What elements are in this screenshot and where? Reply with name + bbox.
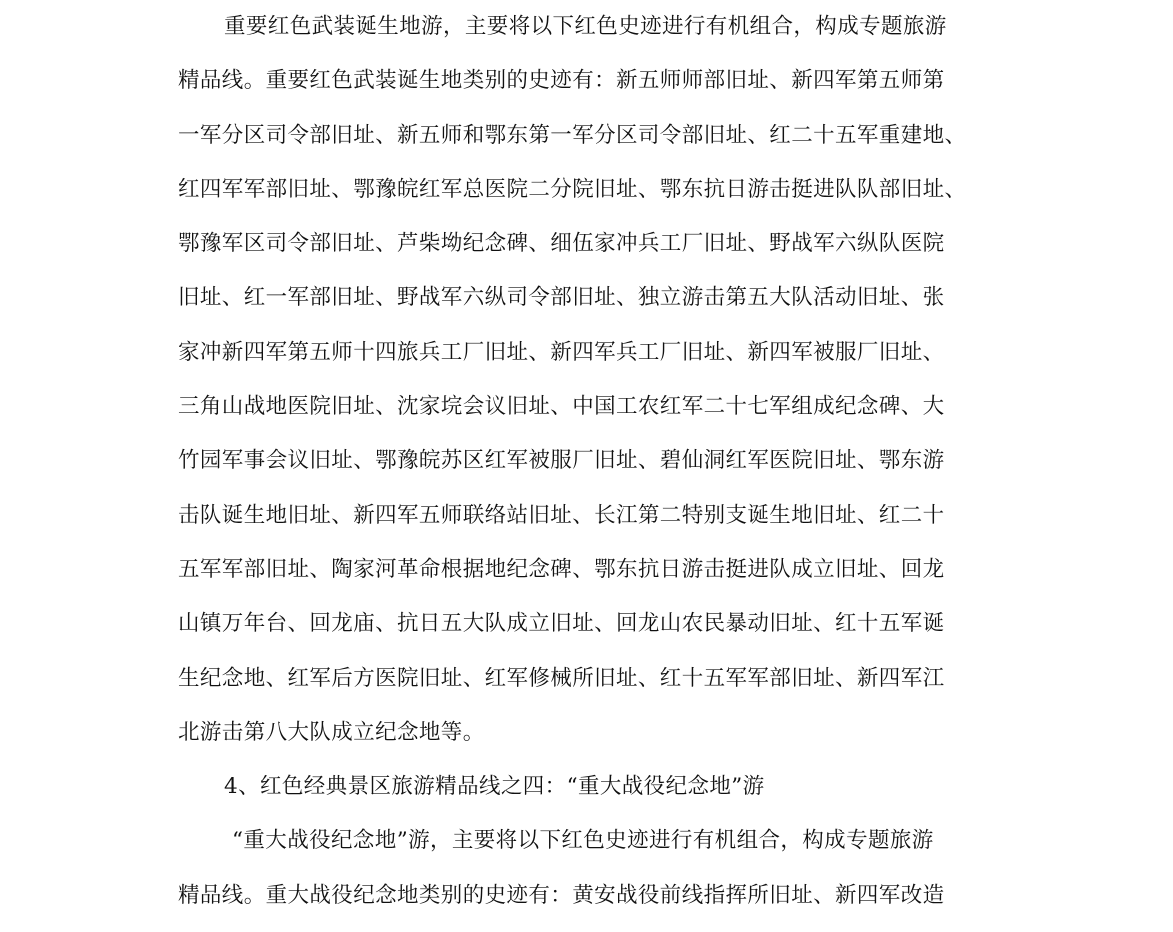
paragraph-line: 山镇万年台、回龙庙、抗日五大队成立旧址、回龙山农民暴动旧址、红十五军诞 <box>178 611 945 637</box>
paragraph-line: 红四军军部旧址、鄂豫皖红军总医院二分院旧址、鄂东抗日游击挺进队队部旧址、 <box>178 176 967 202</box>
paragraph-line: 一军分区司令部旧址、新五师和鄂东第一军分区司令部旧址、红二十五军重建地、 <box>178 122 967 148</box>
paragraph-line: 旧址、红一军部旧址、野战军六纵司令部旧址、独立游击第五大队活动旧址、张 <box>178 285 945 311</box>
paragraph-line: 击队诞生地旧址、新四军五师联络站旧址、长江第二特别支诞生地旧址、红二十 <box>178 502 945 528</box>
paragraph-line: 重要红色武装诞生地游，主要将以下红色史迹进行有机组合，构成专题旅游 <box>224 14 947 39</box>
paragraph-line: 家冲新四军第五师十四旅兵工厂旧址、新四军兵工厂旧址、新四军被服厂旧址、 <box>178 339 945 365</box>
section-heading: 4、红色经典景区旅游精品线之四：“重大战役纪念地”游 <box>224 774 765 800</box>
document-body <box>178 4 1008 927</box>
paragraph-line: 五军军部旧址、陶家河革命根据地纪念碑、鄂东抗日游击挺进队成立旧址、回龙 <box>178 556 945 582</box>
paragraph-line: 北游击第八大队成立纪念地等。 <box>178 719 485 745</box>
paragraph-line: 三角山战地医院旧址、沈家垸会议旧址、中国工农红军二十七军组成纪念碑、大 <box>178 394 945 420</box>
paragraph-line: 生纪念地、红军后方医院旧址、红军修械所旧址、红十五军军部旧址、新四军江 <box>178 665 945 691</box>
paragraph-line: 竹园军事会议旧址、鄂豫皖苏区红军被服厂旧址、碧仙洞红军医院旧址、鄂东游 <box>178 448 945 474</box>
paragraph-line: 精品线。重要红色武装诞生地类别的史迹有：新五师师部旧址、新四军第五师第 <box>178 68 945 94</box>
paragraph-line: “重大战役纪念地”游，主要将以下红色史迹进行有机组合，构成专题旅游 <box>232 828 934 854</box>
paragraph-line: 精品线。重大战役纪念地类别的史迹有：黄安战役前线指挥所旧址、新四军改造 <box>178 882 945 908</box>
paragraph-line: 鄂豫军区司令部旧址、芦柴坳纪念碑、细伍家冲兵工厂旧址、野战军六纵队医院 <box>178 231 945 257</box>
